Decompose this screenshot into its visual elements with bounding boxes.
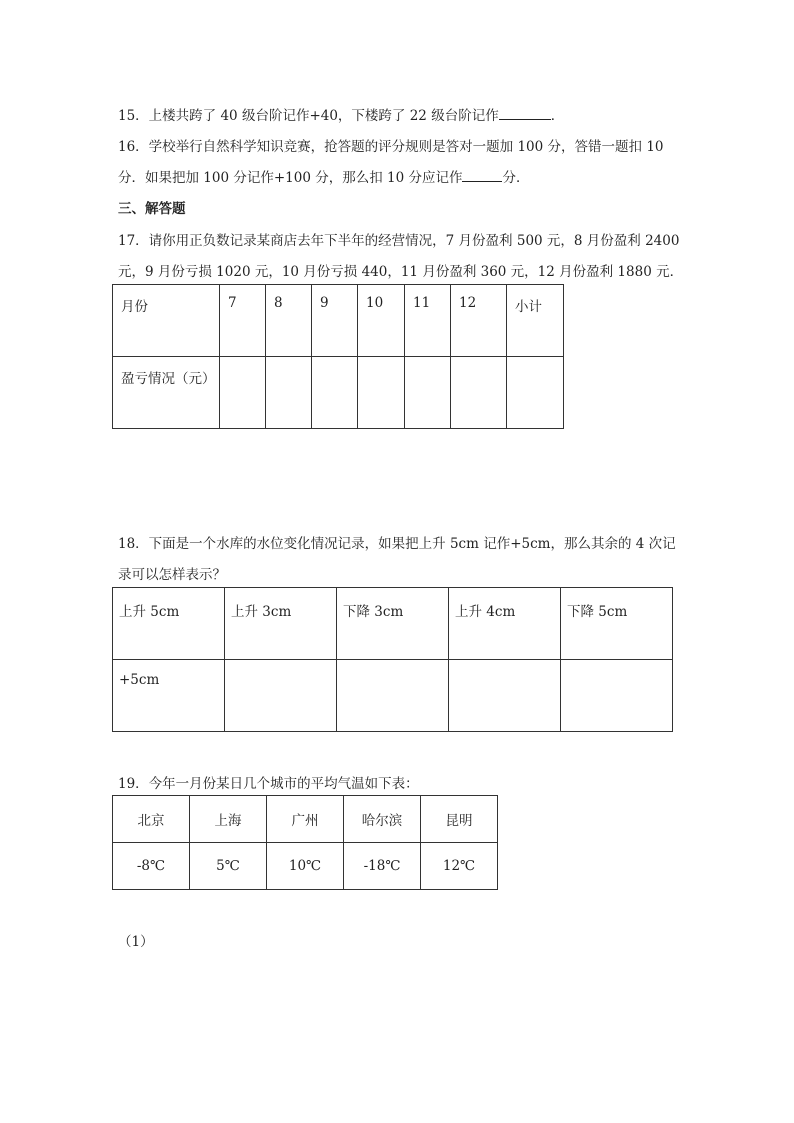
q15-line	[118, 104, 564, 124]
q16-answer-blank[interactable]	[462, 169, 502, 182]
table-cell: 7	[220, 285, 266, 357]
answer-cell[interactable]	[225, 660, 337, 732]
table-cell: 12	[451, 285, 507, 357]
q17-table	[112, 284, 564, 429]
q16-line1: 16．学校举行自然科学知识竞赛，抢答题的评分规则是答对一题加 100 分，答错一题扣 10	[118, 139, 664, 155]
table-cell: 上海	[190, 796, 267, 843]
q18-line2: 录可以怎样表示？	[118, 567, 226, 583]
section-heading: 三、解答题	[118, 201, 186, 217]
table-cell: 5℃	[190, 843, 267, 890]
q18-line1: 18．下面是一个水库的水位变化情况记录，如果把上升 5cm 记作+5cm，那么其余的 4 次记	[118, 536, 676, 552]
table-cell: 下降 5cm	[561, 588, 673, 660]
q17-value-row	[113, 357, 564, 429]
table-cell: 10℃	[267, 843, 344, 890]
q19-part1-label: （1）	[118, 934, 154, 950]
q17-line2: 元，9 月份亏损 1020 元，10 月份亏损 440，11 月份盈利 360 元，12 月份盈利 1880 元．	[118, 264, 684, 280]
q19-temp-row	[113, 843, 498, 890]
table-cell: 上升 4cm	[449, 588, 561, 660]
answer-cell[interactable]	[337, 660, 449, 732]
answer-cell[interactable]	[358, 357, 405, 429]
table-cell: 盈亏情况（元）	[113, 357, 220, 429]
answer-cell[interactable]	[451, 357, 507, 429]
table-cell: 上升 3cm	[225, 588, 337, 660]
q15-answer-blank[interactable]	[499, 107, 551, 120]
answer-cell[interactable]	[266, 357, 312, 429]
table-cell: 8	[266, 285, 312, 357]
q17-line1: 17．请你用正负数记录某商店去年下半年的经营情况，7 月份盈利 500 元，8 月份盈利 2400	[118, 233, 680, 249]
answer-cell[interactable]	[561, 660, 673, 732]
answer-cell[interactable]	[405, 357, 451, 429]
answer-cell[interactable]	[220, 357, 266, 429]
q16-line2	[118, 166, 529, 186]
table-cell: 上升 5cm	[113, 588, 225, 660]
table-cell: -8℃	[113, 843, 190, 890]
q15-tail: ．	[550, 108, 565, 124]
table-cell: -18℃	[344, 843, 421, 890]
answer-cell[interactable]	[312, 357, 358, 429]
table-cell: 10	[358, 285, 405, 357]
table-cell: 广州	[267, 796, 344, 843]
q18-value-row	[113, 660, 673, 732]
table-cell: 哈尔滨	[344, 796, 421, 843]
q19-line1: 19．今年一月份某日几个城市的平均气温如下表：	[118, 776, 419, 792]
table-cell: 下降 3cm	[337, 588, 449, 660]
q17-header-row	[113, 285, 564, 357]
answer-cell[interactable]	[507, 357, 564, 429]
table-cell: 月份	[113, 285, 220, 357]
table-cell: 北京	[113, 796, 190, 843]
q15-text: 15．上楼共跨了 40 级台阶记作+40，下楼跨了 22 级台阶记作	[118, 108, 499, 124]
q16-tail: 分．	[502, 170, 530, 186]
table-cell: 小计	[507, 285, 564, 357]
q18-header-row	[113, 588, 673, 660]
q19-city-row	[113, 796, 498, 843]
q16-text: 分．如果把加 100 分记作+100 分，那么扣 10 分应记作	[118, 170, 463, 186]
q18-table	[112, 587, 673, 732]
answer-cell[interactable]	[449, 660, 561, 732]
table-cell: 12℃	[421, 843, 498, 890]
table-cell: +5cm	[113, 660, 225, 732]
table-cell: 9	[312, 285, 358, 357]
table-cell: 11	[405, 285, 451, 357]
q19-table	[112, 795, 498, 890]
table-cell: 昆明	[421, 796, 498, 843]
